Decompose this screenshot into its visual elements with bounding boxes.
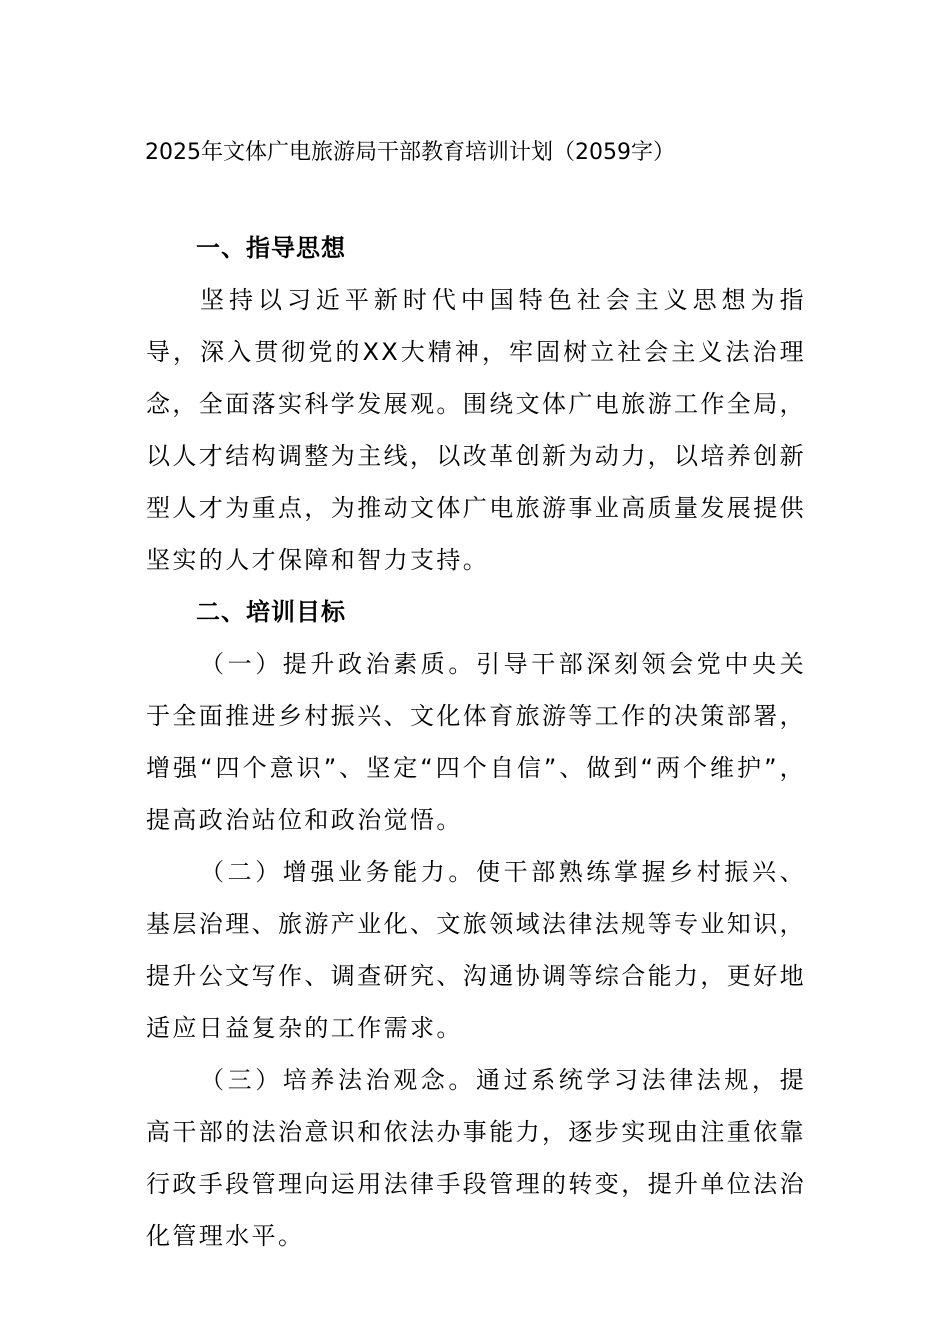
section-heading-guiding-ideology: 一、指导思想 (196, 234, 346, 262)
paragraph-rule-of-law: （三）培养法治观念。通过系统学习法律法规，提高干部的法治意识和依法办事能力，逐步实现由注重依靠行政手段管理向运用法律手段管理的转变，提升单位法治化管理水平。 (146, 1066, 806, 1250)
document-title: 2025年文体广电旅游局干部教育培训计划（2059字） (145, 140, 675, 165)
paragraph-guiding-ideology: 坚持以习近平新时代中国特色社会主义思想为指导，深入贯彻党的XX大精神，牢固树立社会主义法治理念，全面落实科学发展观。围绕文体广电旅游工作全局，以人才结构调整为主线，以改革创新为动力，以培养创新型人才为重点，为推动文体广电旅游事业高质量发展提供坚实的人才保障和智力支持。 (146, 286, 806, 574)
paragraph-political-quality: （一）提升政治素质。引导干部深刻领会党中央关于全面推进乡村振兴、文化体育旅游等工作的决策部署，增强“四个意识”、坚定“四个自信”、做到“两个维护”，提高政治站位和政治觉悟。 (146, 650, 806, 834)
section-heading-training-goals: 二、培训目标 (196, 598, 346, 626)
paragraph-business-ability: （二）增强业务能力。使干部熟练掌握乡村振兴、基层治理、旅游产业化、文旅领域法律法规等专业知识，提升公文写作、调查研究、沟通协调等综合能力，更好地适应日益复杂的工作需求。 (146, 858, 806, 1042)
document-body (146, 222, 806, 1262)
